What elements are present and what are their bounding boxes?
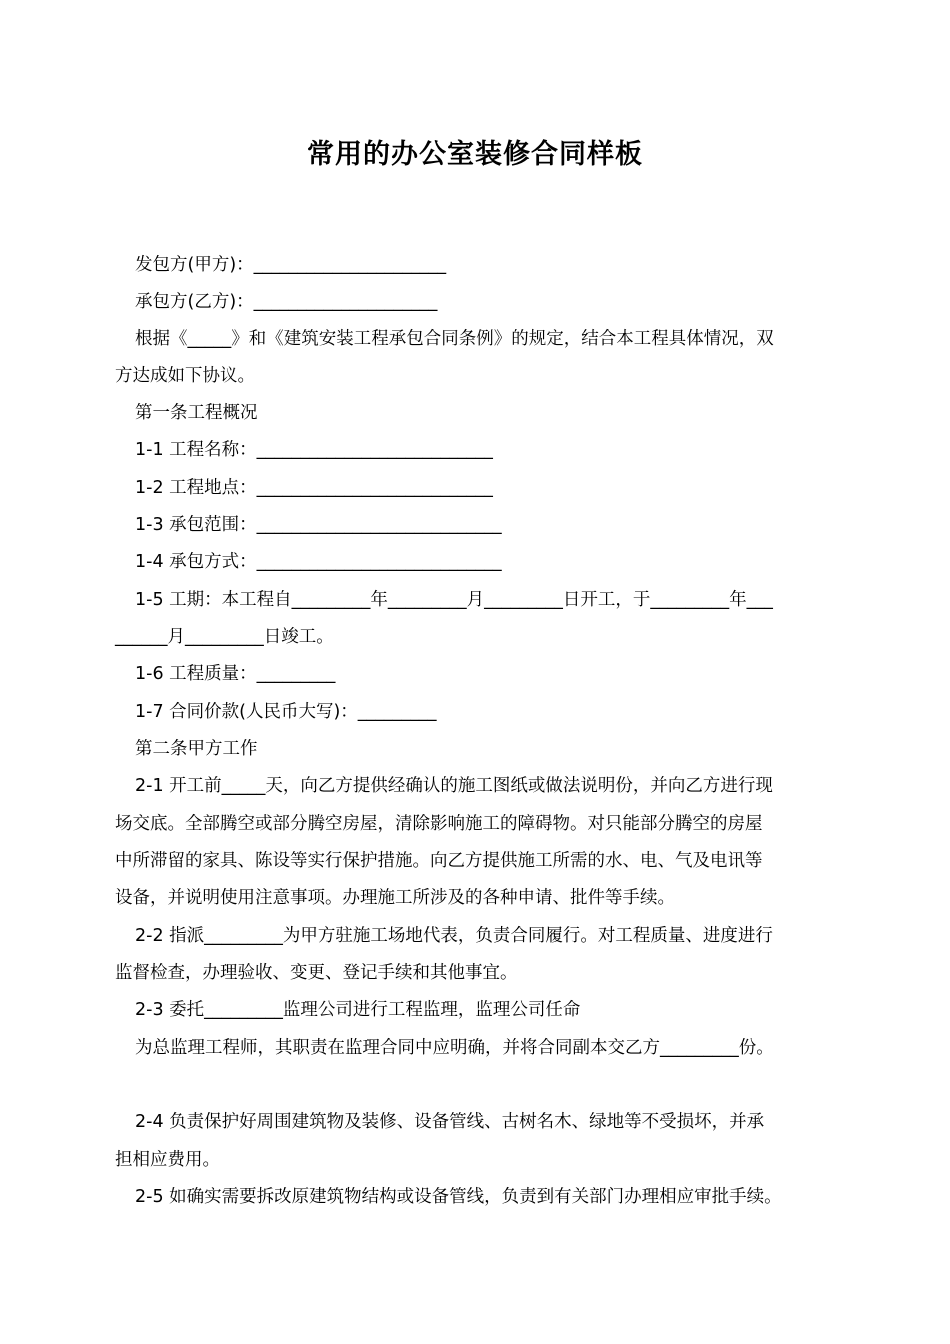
text-line: 发包方(甲方)：______________________ [135,255,447,275]
text-line: 担相应费用。 [115,1150,220,1170]
text-line: 第二条甲方工作 [135,739,258,759]
document-title: 常用的办公室装修合同样板 [307,139,643,170]
text-line: 设备，并说明使用注意事项。办理施工所涉及的各种申请、批件等手续。 [115,888,675,908]
text-line: 中所滞留的家具、陈设等实行保护措施。向乙方提供施工所需的水、电、气及电讯等 [115,851,763,871]
text-line: 方达成如下协议。 [115,366,255,386]
text-line: 2-2 指派_________为甲方驻施工场地代表，负责合同履行。对工程质量、进度进行 [135,926,773,946]
text-line: 1-3 承包范围：____________________________ [135,515,502,535]
text-line: 1-7 合同价款(人民币大写)：_________ [135,702,437,722]
text-line: 第一条工程概况 [135,403,258,423]
text-line: 1-6 工程质量：_________ [135,664,336,684]
text-line: 2-3 委托_________监理公司进行工程监理，监理公司任命 [135,1000,581,1020]
text-line: 1-2 工程地点：___________________________ [135,478,493,498]
text-line: 为总监理工程师，其职责在监理合同中应明确，并将合同副本交乙方_________份。 [135,1038,774,1058]
text-line: 根据《_____》和《建筑安装工程承包合同条例》的规定，结合本工程具体情况，双 [135,329,774,349]
text-line: 2-4 负责保护好周围建筑物及装修、设备管线、古树名木、绿地等不受损坏，并承 [135,1112,765,1132]
text-line: 2-5 如确实需要拆改原建筑物结构或设备管线，负责到有关部门办理相应审批手续。 [135,1187,782,1207]
text-line: ______月_________日竣工。 [115,627,334,647]
text-line: 1-4 承包方式：____________________________ [135,552,502,572]
text-line: 承包方(乙方)：_____________________ [135,292,438,312]
text-line: 1-5 工期：本工程自_________年_________月_________日开工，于_________年___ [135,590,773,610]
text-line: 1-1 工程名称：___________________________ [135,440,493,460]
text-line: 监督检查，办理验收、变更、登记手续和其他事宜。 [115,963,518,983]
text-line: 2-1 开工前_____天，向乙方提供经确认的施工图纸或做法说明份，并向乙方进行现 [135,776,773,796]
text-line: 场交底。全部腾空或部分腾空房屋，清除影响施工的障碍物。对只能部分腾空的房屋 [115,814,763,834]
